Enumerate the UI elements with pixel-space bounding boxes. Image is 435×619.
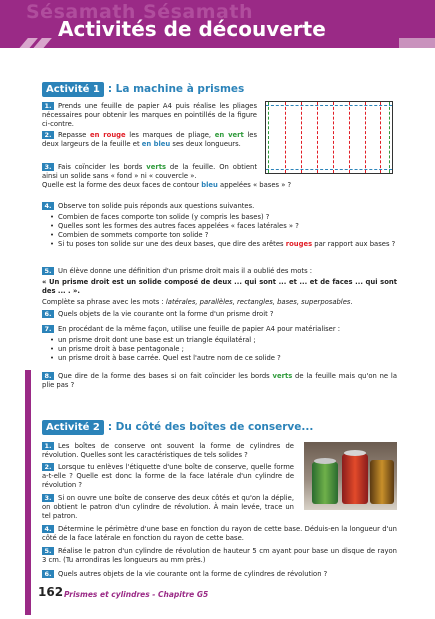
activity1-question-6 xyxy=(42,310,397,319)
list-item: • un prisme droit à base pentagonale ; xyxy=(50,345,397,354)
question-number: 6. xyxy=(42,310,54,318)
activity1-question-2 xyxy=(42,131,257,149)
question-number: 4. xyxy=(42,202,54,210)
question-text: par rapport aux bases ? xyxy=(312,240,396,248)
question-number: 3. xyxy=(42,494,54,502)
activity2-heading xyxy=(42,419,313,435)
question-text: Détermine le périmètre d'une base en fonction du rayon de cette base. Déduis-en la longueur d'un côté de la face latérale en fonction du rayon de cette base. xyxy=(42,525,397,542)
list-item: • un prisme droit à base carrée. Quel est l'autre nom de ce solide ? xyxy=(50,354,397,363)
activity1-title: : La machine à prismes xyxy=(107,83,245,95)
question-text: de la feuille mais qu'on ne la plie pas ? xyxy=(42,372,397,389)
question-text: Si tu poses ton solide sur une des deux bases, que dire des arêtes xyxy=(58,240,286,248)
page-number: 162 xyxy=(38,585,64,599)
green-keyword: en vert xyxy=(214,131,244,139)
question-text: Que dire de la forme des bases si on fait coïncider les bords xyxy=(58,372,273,380)
question-text: Les boîtes de conserve ont souvent la forme de cylindres de révolution. Quelles sont les caractéristiques de tels solides ? xyxy=(42,442,294,459)
activity1-heading xyxy=(42,81,244,97)
question-text: Un élève donne une définition d'un prisme droit mais il a oublié des mots : xyxy=(58,267,313,275)
question-text: En procédant de la même façon, utilise une feuille de papier A4 pour matérialiser : xyxy=(58,325,341,333)
question-number: 7. xyxy=(42,325,54,333)
definition-sentence: « Un prisme droit est un solide composé de deux ... qui sont ... et ... et de faces ... qui sont des ... . ». xyxy=(42,278,397,295)
header-watermark: Sésamath Sésamath xyxy=(26,1,253,23)
list-item: • Quelles sont les formes des autres faces appelées « faces latérales » ? xyxy=(50,222,397,231)
question-number: 2. xyxy=(42,131,54,139)
question-text: Si on ouvre une boîte de conserve des deux côtés et qu'on la déplie, on obtient le patron d'un cylindre de révolution. À main levée, trace un tel patron. xyxy=(42,494,294,520)
activity1-question-8 xyxy=(42,372,397,390)
activity1-question-5 xyxy=(42,267,397,307)
sidebar-bar xyxy=(25,370,31,615)
can-lid xyxy=(344,450,366,456)
activity2-question-4 xyxy=(42,525,397,543)
question-number: 8. xyxy=(42,372,54,380)
activity1-badge: Activité 1 xyxy=(42,82,104,97)
question-text: Quels objets de la vie courante ont la forme d'un prisme droit ? xyxy=(58,310,274,318)
question-number: 1. xyxy=(42,102,54,110)
question-text: Lorsque tu enlèves l'étiquette d'une boîte de conserve, quelle forme a-t-elle ? Quelle est donc la forme de la face latérale d'un cylindre de révolution ? xyxy=(42,463,294,489)
activity2-title: : Du côté des boîtes de conserve... xyxy=(107,421,314,433)
question-number: 6. xyxy=(42,570,54,578)
question-text: ses deux longueurs. xyxy=(170,140,241,148)
red-keyword: rouges xyxy=(285,240,313,248)
list-item: • Combien de faces comporte ton solide (y compris les bases) ? xyxy=(50,213,397,222)
activity2-question-1 xyxy=(42,442,294,460)
question-text: Prends une feuille de papier A4 puis réalise les pliages nécessaires pour obtenir les marques en pointillés de la figure ci-contre. xyxy=(42,102,257,128)
question-text: Réalise le patron d'un cylindre de révolution de hauteur 5 cm ayant pour base un disque de rayon 3 cm. (Tu arrondiras les longueurs au mm près.) xyxy=(42,547,397,564)
question-text: Repasse xyxy=(58,131,90,139)
question-number: 4. xyxy=(42,525,54,533)
question-text: Fais coïncider les bords xyxy=(58,163,147,171)
activity2-badge: Activité 2 xyxy=(42,420,104,435)
question-number: 5. xyxy=(42,547,54,555)
blue-keyword: bleu xyxy=(201,181,218,189)
question-text: de la feuille. On obtient ainsi un solide sans « fond » ni « couvercle ». xyxy=(42,163,257,180)
activity1-question-3 xyxy=(42,163,392,190)
list-item: • un prisme droit dont une base est un triangle équilatéral ; xyxy=(50,336,397,345)
activity2-question-6 xyxy=(42,570,397,579)
can-lid xyxy=(314,458,336,464)
can-orange xyxy=(370,460,394,504)
question-number: 1. xyxy=(42,442,54,450)
bullet-list xyxy=(50,336,397,363)
can-green xyxy=(312,462,338,504)
question-text: les deux largeurs de la feuille et xyxy=(42,131,257,148)
blue-keyword: en bleu xyxy=(141,140,171,148)
page-header xyxy=(0,0,435,48)
cans-photo xyxy=(304,442,397,510)
green-keyword: verts xyxy=(272,372,293,380)
list-item xyxy=(50,240,397,249)
red-keyword: en rouge xyxy=(90,131,126,139)
list-item: • Combien de sommets comporte ton solide ? xyxy=(50,231,397,240)
question-text: Complète sa phrase avec les mots : xyxy=(42,298,166,306)
question-number: 2. xyxy=(42,463,54,471)
can-red xyxy=(342,454,368,504)
chapter-label: Prismes et cylindres - Chapitre G5 xyxy=(64,590,209,599)
activity1-question-7 xyxy=(42,325,397,363)
activity1-question-1 xyxy=(42,102,257,129)
question-number: 3. xyxy=(42,163,54,171)
question-text: . xyxy=(350,298,353,306)
question-number: 5. xyxy=(42,267,54,275)
word-list: latérales, parallèles, rectangles, bases, superposables xyxy=(165,298,351,306)
header-tab-decoration xyxy=(399,38,435,48)
question-text: les marques de pliage, xyxy=(125,131,215,139)
page-title: Activités de découverte xyxy=(58,17,326,41)
activity2-question-5 xyxy=(42,547,397,565)
question-text: Observe ton solide puis réponds aux questions suivantes. xyxy=(58,202,255,210)
activity2-question-2 xyxy=(42,463,294,490)
activity1-question-4 xyxy=(42,202,397,249)
green-keyword: verts xyxy=(146,163,166,171)
question-text: Quels autres objets de la vie courante ont la forme de cylindres de révolution ? xyxy=(58,570,328,578)
activity2-question-3 xyxy=(42,494,294,521)
bullet-list xyxy=(50,213,397,249)
question-text: appelées « bases » ? xyxy=(217,181,292,189)
question-text: Quelle est la forme des deux faces de contour xyxy=(42,181,202,189)
